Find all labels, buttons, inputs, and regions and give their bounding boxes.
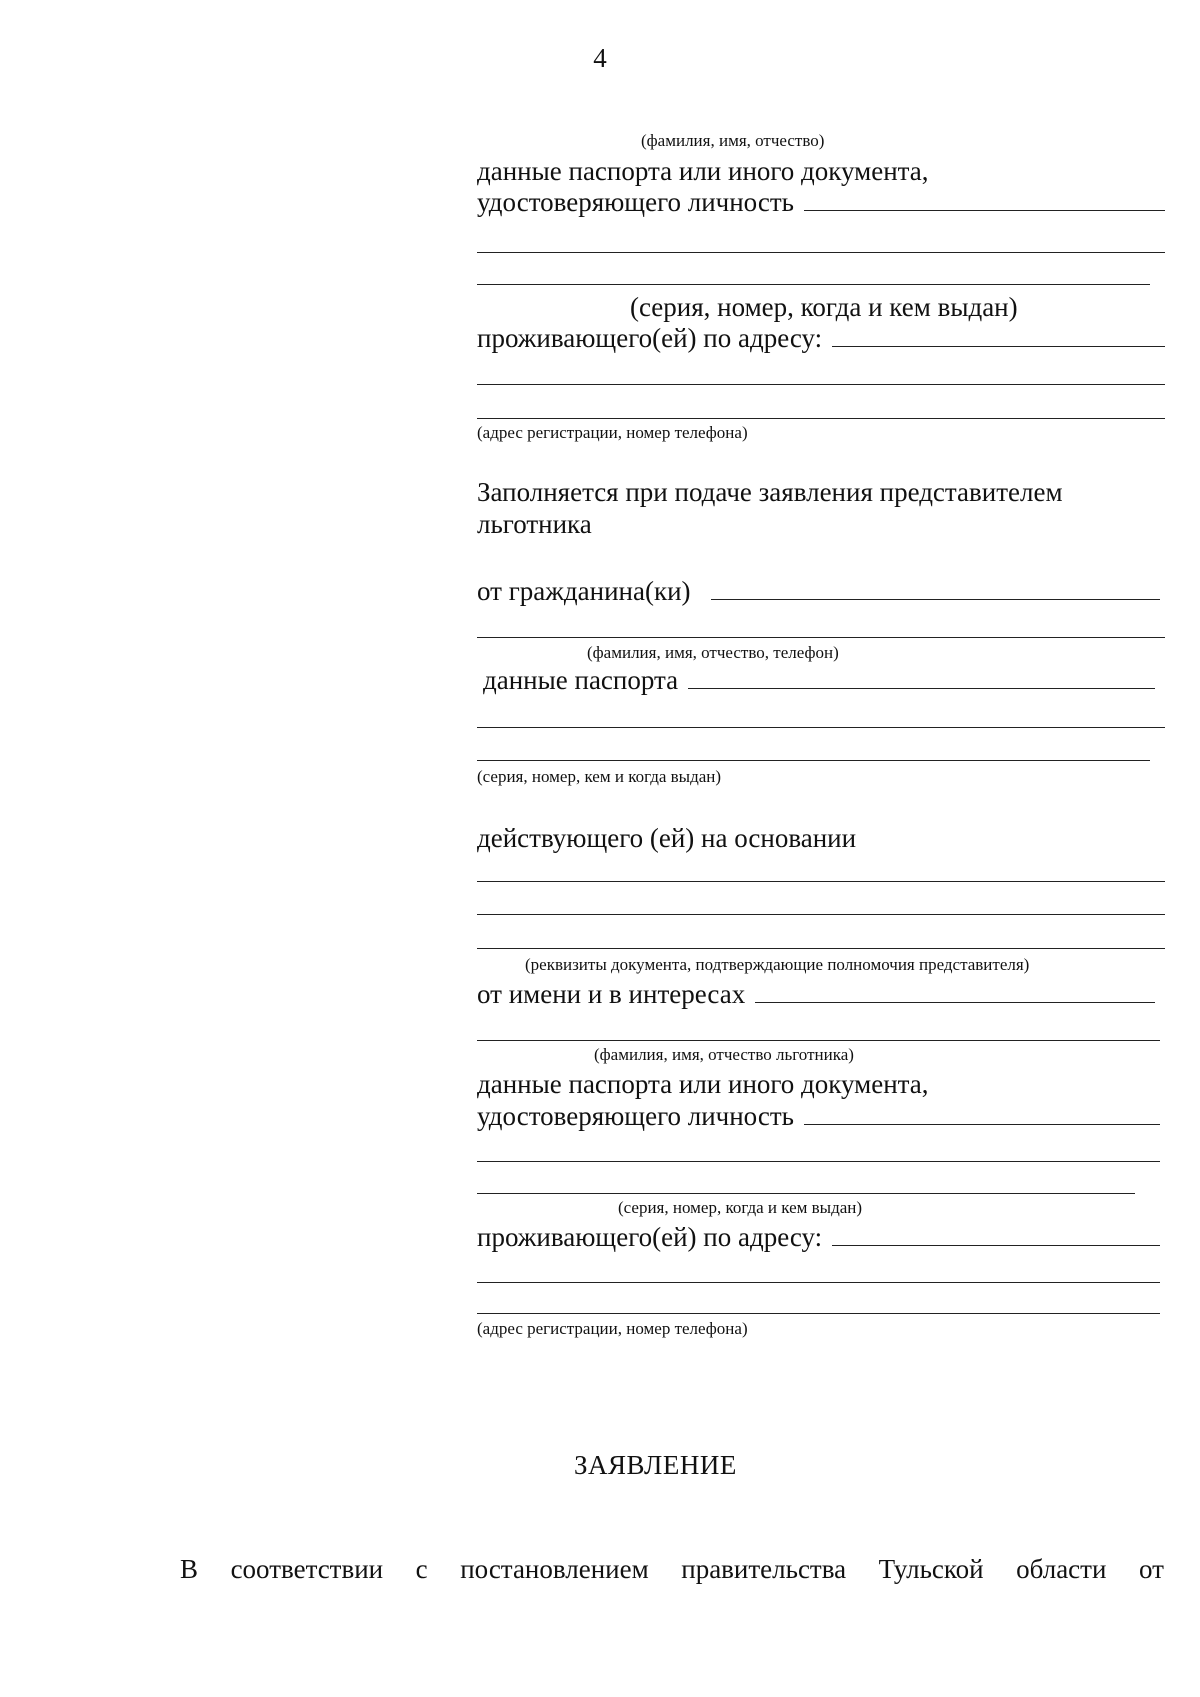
applicant-passport-label-line2: удостоверяющего личность [477, 187, 794, 217]
statement-title: ЗАЯВЛЕНИЕ [574, 1450, 737, 1480]
applicant-address-line-3[interactable] [477, 418, 1165, 419]
rep-passport-field[interactable] [688, 688, 1155, 689]
statement-word: с [415, 1554, 428, 1584]
applicant-address-caption: (адрес регистрации, номер телефона) [477, 423, 748, 442]
beneficiary-passport-field[interactable] [804, 1124, 1160, 1125]
beneficiary-address-label: проживающего(ей) по адресу: [477, 1222, 823, 1252]
basis-line-1[interactable] [477, 881, 1165, 882]
rep-passport-line-2[interactable] [477, 727, 1165, 728]
beneficiary-address-row [477, 1221, 1160, 1253]
statement-body-line [180, 1553, 1164, 1585]
citizen-line-2[interactable] [477, 637, 1165, 638]
beneficiary-id-caption: (серия, номер, когда и кем выдан) [618, 1198, 863, 1217]
representative-intro-line1: Заполняется при подаче заявления представителем [477, 477, 1063, 507]
beneficiary-passport-label-line1: данные паспорта или иного документа, [477, 1069, 929, 1099]
applicant-passport-field[interactable] [804, 210, 1165, 211]
statement-word: Тульской [878, 1554, 984, 1584]
basis-line-3[interactable] [477, 948, 1165, 949]
on-behalf-field[interactable] [755, 1002, 1155, 1003]
applicant-passport-line-2[interactable] [477, 252, 1165, 253]
rep-passport-label: данные паспорта [483, 665, 679, 695]
statement-word: В [180, 1554, 199, 1584]
on-behalf-row [477, 978, 1155, 1010]
applicant-passport-caption: (серия, номер, когда и кем выдан) [630, 292, 1018, 322]
rep-passport-caption: (серия, номер, кем и когда выдан) [477, 767, 722, 786]
applicant-address-field[interactable] [832, 346, 1165, 347]
basis-line-2[interactable] [477, 914, 1165, 915]
statement-word: соответствии [230, 1554, 384, 1584]
basis-label: действующего (ей) на основании [477, 823, 857, 853]
applicant-passport-label-line1: данные паспорта или иного документа, [477, 156, 929, 186]
rep-passport-line-3[interactable] [477, 760, 1150, 761]
beneficiary-address-line-3[interactable] [477, 1313, 1160, 1314]
representative-intro-line2: льготника [477, 509, 592, 539]
page-number: 4 [593, 43, 607, 73]
beneficiary-passport-label-line2: удостоверяющего личность [477, 1101, 794, 1131]
beneficiary-passport-line-3[interactable] [477, 1193, 1135, 1194]
fio-caption: (фамилия, имя, отчество) [641, 131, 825, 150]
statement-word: от [1138, 1554, 1164, 1584]
on-behalf-label: от имени и в интересах [477, 979, 746, 1009]
citizen-label: от гражданина(ки) [477, 576, 691, 606]
applicant-passport-row [477, 186, 1165, 218]
applicant-address-label: проживающего(ей) по адресу: [477, 323, 823, 353]
statement-word: правительства [681, 1554, 847, 1584]
basis-caption: (реквизиты документа, подтверждающие полномочия представителя) [525, 955, 1030, 974]
beneficiary-address-line-2[interactable] [477, 1282, 1160, 1283]
rep-passport-row [483, 664, 1155, 696]
applicant-passport-line-3[interactable] [477, 284, 1150, 285]
on-behalf-line-2[interactable] [477, 1040, 1160, 1041]
beneficiary-address-caption: (адрес регистрации, номер телефона) [477, 1319, 748, 1338]
beneficiary-passport-line-2[interactable] [477, 1161, 1160, 1162]
citizen-field[interactable] [711, 599, 1160, 600]
citizen-caption: (фамилия, имя, отчество, телефон) [587, 643, 839, 662]
applicant-address-row [477, 322, 1165, 354]
citizen-row [477, 575, 1160, 607]
applicant-address-line-2[interactable] [477, 384, 1165, 385]
beneficiary-address-field[interactable] [832, 1245, 1160, 1246]
beneficiary-passport-row [477, 1100, 1160, 1132]
statement-word: области [1016, 1554, 1107, 1584]
beneficiary-caption: (фамилия, имя, отчество льготника) [594, 1045, 854, 1064]
statement-word: постановлением [460, 1554, 649, 1584]
